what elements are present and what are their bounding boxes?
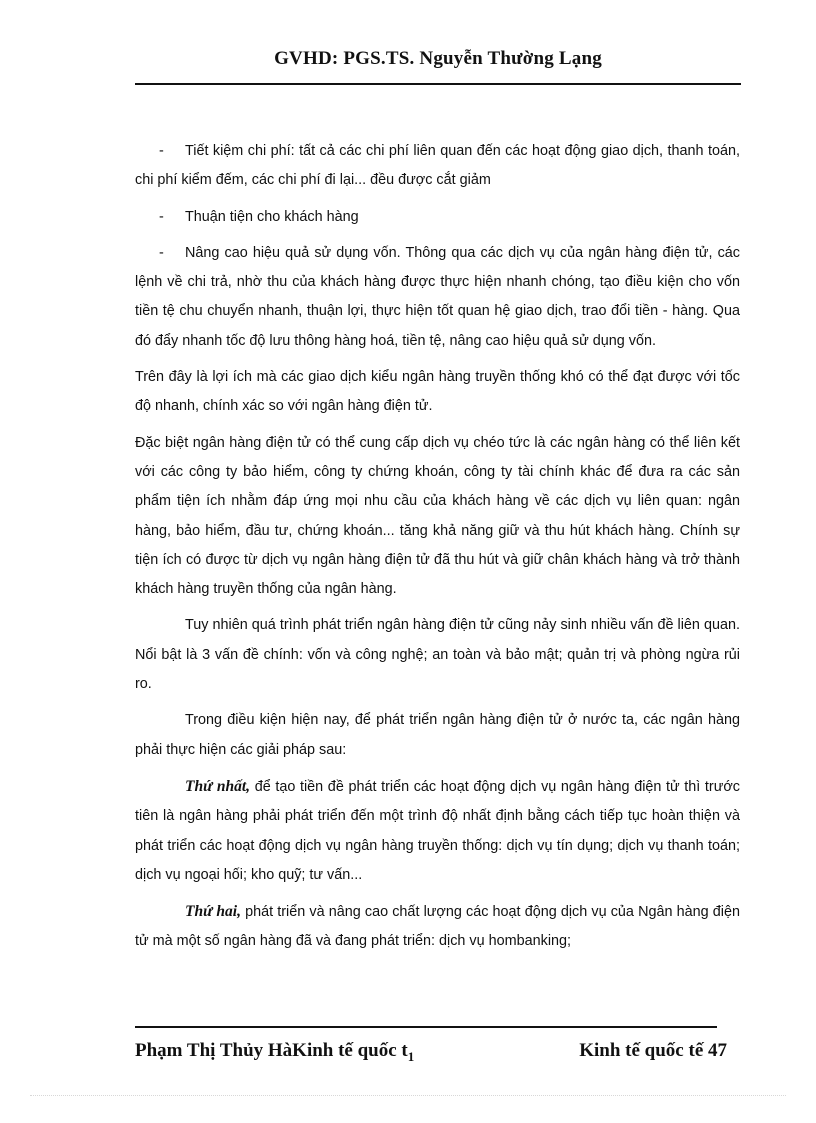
bullet-dash: - (159, 143, 164, 159)
paragraph-bullet-capital-efficiency (135, 239, 740, 356)
paragraph-cross-services: Đặc biệt ngân hàng điện tử có thể cung cấp dịch vụ chéo tức là các ngân hàng có thể liên kết với các công ty bảo hiểm, công ty chứng khoán, công ty tài chính khác để đưa ra các sản phẩm tiện ích nhằm đáp ứng mọi nhu cầu của khách hàng về các dịch vụ liên quan: ngân hàng, bảo hiểm, đầu tư, chứng khoán... tăng khả năng giữ và thu hút khách hàng. Chính sự tiện ích có được từ dịch vụ ngân hàng điện tử đã thu hút và giữ chân khách hàng và trở thành khách hàng truyền thống của ngân hàng. (135, 434, 740, 598)
document-body (135, 137, 740, 964)
bullet-dash: - (159, 244, 164, 261)
footer-page-label: Kinh tế quốc tế 47 (579, 1040, 727, 1061)
paragraph-bullet-convenience (135, 203, 740, 232)
paragraph-bullet-cost-saving (135, 137, 740, 196)
paragraph-issues: Tuy nhiên quá trình phát triển ngân hàng điện tử cũng nảy sinh nhiều vấn đề liên quan. Nổi bật là 3 vấn đề chính: vốn và công nghệ; an toàn và bảo mật; quản trị và phòng ngừa rủi ro. (135, 617, 740, 693)
header-divider (135, 83, 741, 85)
bullet-dash: - (159, 208, 164, 225)
solution-first-lead: Thứ nhất, (185, 777, 251, 795)
paragraph-solutions-intro: Trong điều kiện hiện nay, để phát triển ngân hàng điện tử ở nước ta, các ngân hàng phải thực hiện các giải pháp sau: (135, 712, 740, 758)
footer-divider (135, 1026, 717, 1028)
footer-author-text: Phạm Thị Thủy HàKinh tế quốc t (135, 1040, 408, 1061)
paragraph-text: để tạo tiền đề phát triển các hoạt động dịch vụ ngân hàng điện tử thì trước tiên là ngân hàng phải phát triển đến một trình độ nhất định bằng cách tiếp tục hoàn thiện và phát triển các hoạt động dịch vụ ngân hàng truyền thống: dịch vụ tín dụng; dịch vụ thanh toán; dịch vụ ngoại hối; kho quỹ; tư vấn... (135, 778, 740, 883)
paragraph-text: phát triển và nâng cao chất lượng các hoạt động dịch vụ của Ngân hàng điện tử mà một số ngân hàng đã và đang phát triển: dịch vụ hombanking; (135, 904, 740, 950)
paragraph-solution-first (135, 772, 740, 890)
page-header-title: GVHD: PGS.TS. Nguyễn Thường Lạng (274, 48, 602, 69)
paragraph-solution-second (135, 897, 740, 957)
page-bottom-dotted-line (30, 1095, 786, 1096)
paragraph-text: Thuận tiện cho khách hàng (185, 208, 359, 225)
footer-author-subscript: 1 (407, 1049, 415, 1064)
paragraph-text: Nâng cao hiệu quả sử dụng vốn. Thông qua các dịch vụ của ngân hàng điện tử, các lệnh về chi trả, nhờ thu của khách hàng được thực hiện nhanh chóng, tạo điều kiện cho vốn tiền tệ chu chuyển nhanh, thuận lợi, thực hiện tốt quan hệ giao dịch, trao đổi tiền - hàng. Qua đó đẩy nhanh tốc độ lưu thông hàng hoá, tiền tệ, nâng cao hiệu quả sử dụng vốn. (135, 244, 740, 349)
paragraph-text: Tiết kiệm chi phí: tất cả các chi phí liên quan đến các hoạt động giao dịch, thanh toán, chi phí kiểm đếm, các chi phí đi lại... đều được cắt giảm (135, 143, 740, 189)
solution-second-lead: Thứ hai, (185, 903, 241, 921)
paragraph-benefits-summary: Trên đây là lợi ích mà các giao dịch kiểu ngân hàng truyền thống khó có thể đạt được với tốc độ nhanh, chính xác so với ngân hàng điện tử. (135, 369, 740, 415)
footer-author (135, 1040, 414, 1065)
